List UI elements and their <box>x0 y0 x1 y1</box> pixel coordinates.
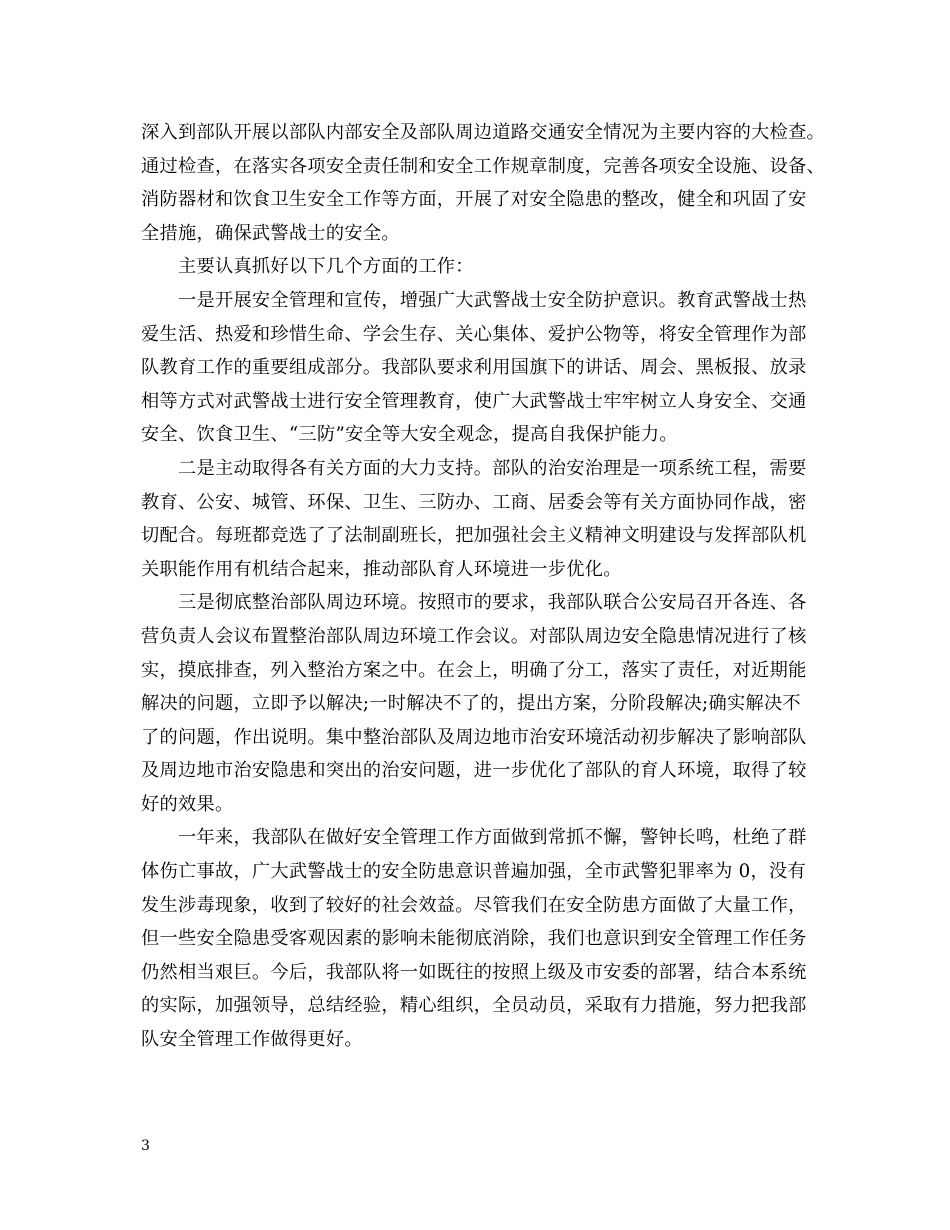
text-line: 深入到部队开展以部队内部安全及部队周边道路交通安全情况为主要内容的大检查。 <box>141 122 826 143</box>
text-line: 全措施，确保武警战士的安全。 <box>141 222 400 244</box>
text-line: 体伤亡事故，广大武警战士的安全防患意识普遍加强，全市武警犯罪率为 0，没有 <box>141 861 807 883</box>
text-line: 通过检查，在落实各项安全责任制和安全工作规章制度，完善各项安全设施、设备、 <box>141 155 826 177</box>
body-text <box>141 116 826 1057</box>
text-line: 队安全管理工作做得更好。 <box>141 1029 363 1051</box>
text-line: 消防器材和饮食卫生安全工作等方面，开展了对安全隐患的整改，健全和巩固了安 <box>141 189 807 211</box>
text-line: 队教育工作的重要组成部分。我部队要求利用国旗下的讲话、周会、黑板报、放录 <box>141 357 807 379</box>
text-line: 安全、饮食卫生、“三防”安全等大安全观念，提高自我保护能力。 <box>141 424 678 446</box>
text-line: 三是彻底整治部队周边环境。按照市的要求，我部队联合公安局召开各连、各 <box>141 592 807 614</box>
text-line: 二是主动取得各有关方面的大力支持。部队的治安治理是一项系统工程，需要 <box>141 457 807 479</box>
text-line: 爱生活、热爱和珍惜生命、学会生存、关心集体、爱护公物等，将安全管理作为部 <box>141 323 807 345</box>
text-line: 教育、公安、城管、环保、卫生、三防办、工商、居委会等有关方面协同作战，密 <box>141 491 807 513</box>
text-line: 发生涉毒现象，收到了较好的社会效益。尽管我们在安全防患方面做了大量工作， <box>141 894 807 916</box>
text-line: 但一些安全隐患受客观因素的影响未能彻底消除，我们也意识到安全管理工作任务 <box>141 928 807 950</box>
text-line: 切配合。每班都竞选了了法制副班长，把加强社会主义精神文明建设与发挥部队机 <box>141 525 807 547</box>
text-line: 实，摸底排查，列入整治方案之中。在会上，明确了分工，落实了责任，对近期能 <box>141 659 807 681</box>
text-line: 一年来，我部队在做好安全管理工作方面做到常抓不懈，警钟长鸣，杜绝了群 <box>141 827 807 849</box>
text-line: 及周边地市治安隐患和突出的治安问题，进一步优化了部队的育人环境，取得了较 <box>141 760 807 782</box>
text-line: 相等方式对武警战士进行安全管理教育，使广大武警战士牢牢树立人身安全、交通 <box>141 390 807 412</box>
text-line: 一是开展安全管理和宣传，增强广大武警战士安全防护意识。教育武警战士热 <box>141 289 807 311</box>
text-line: 仍然相当艰巨。今后，我部队将一如既往的按照上级及市安委的部署，结合本系统 <box>141 961 807 983</box>
text-line: 关职能作用有机结合起来，推动部队育人环境进一步优化。 <box>141 558 622 580</box>
text-line: 主要认真抓好以下几个方面的工作： <box>141 256 474 278</box>
text-line: 解决的问题，立即予以解决;一时解决不了的，提出方案，分阶段解决;确实解决不 <box>141 693 801 715</box>
text-line: 的实际，加强领导，总结经验，精心组织，全员动员，采取有力措施，努力把我部 <box>141 995 807 1017</box>
text-line: 好的效果。 <box>141 793 234 815</box>
text-line: 营负责人会议布置整治部队周边环境工作会议。对部队周边安全隐患情况进行了核 <box>141 625 807 647</box>
page-number: 3 <box>141 1138 150 1154</box>
text-line: 了的问题，作出说明。集中整治部队及周边地市治安环境活动初步解决了影响部队 <box>141 726 807 748</box>
